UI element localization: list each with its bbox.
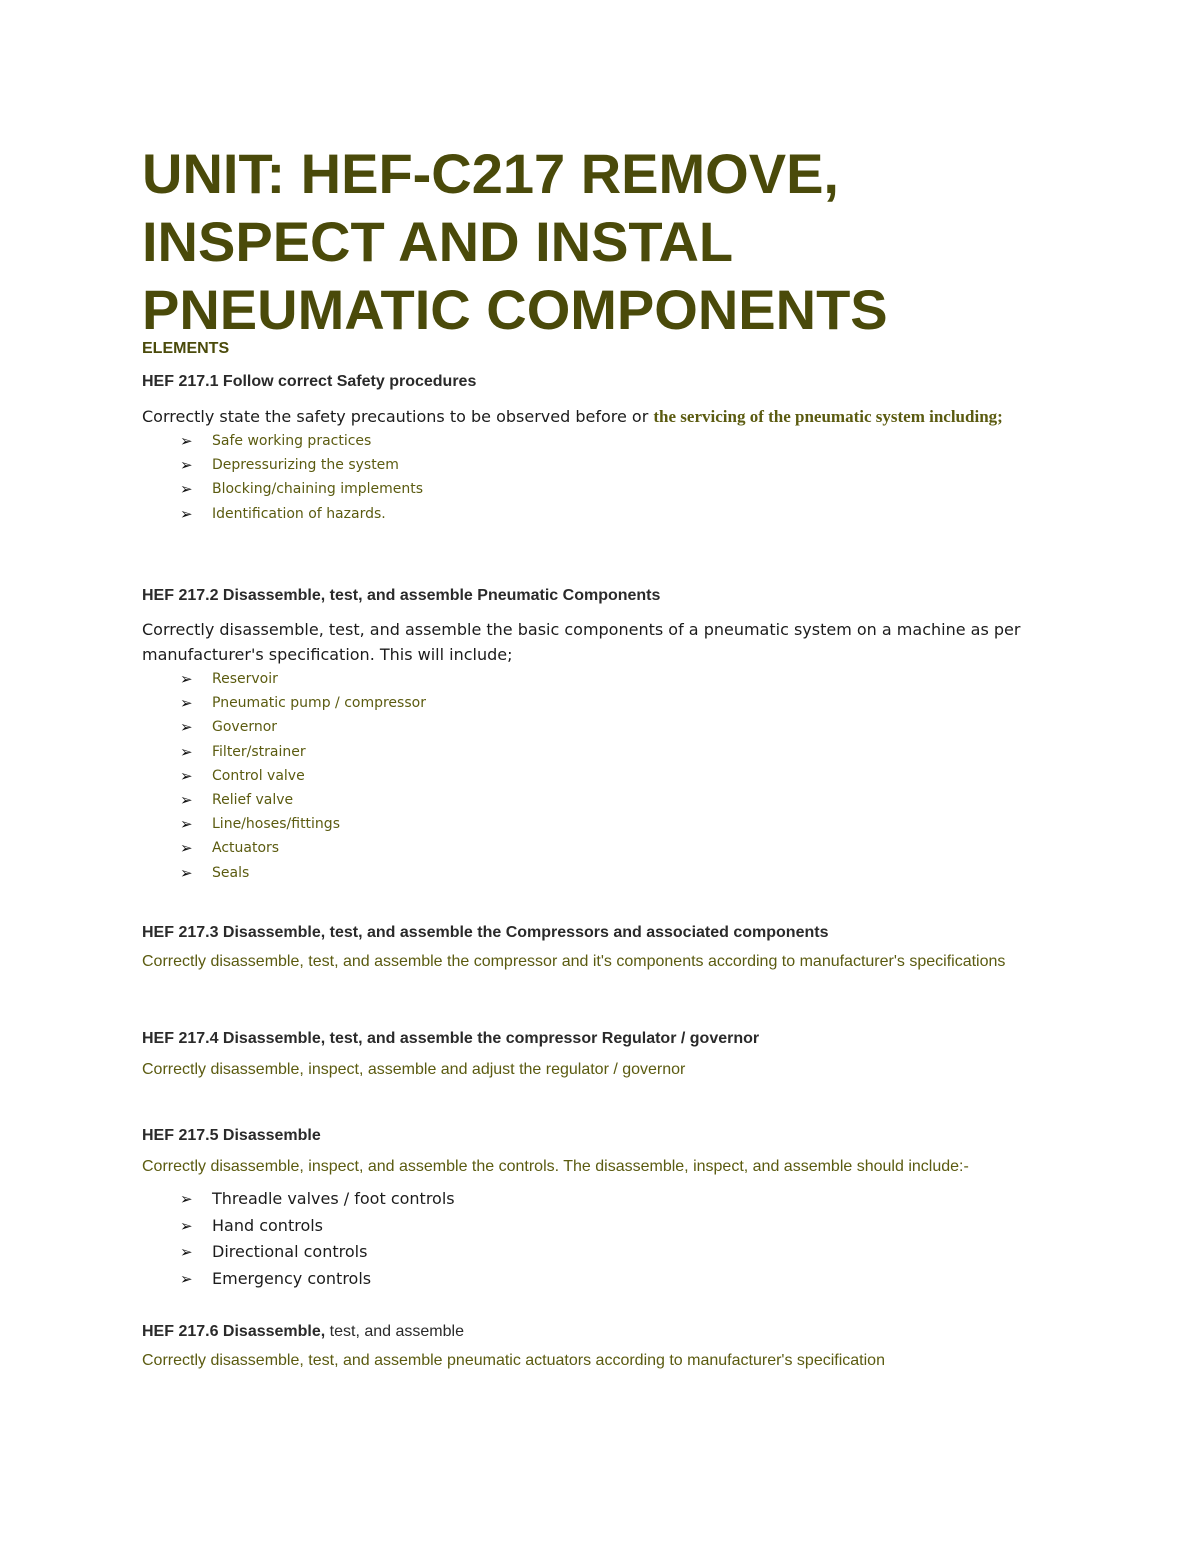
list-item: ➢ Line/hoses/fittings: [180, 812, 1082, 836]
arrow-bullet-icon: ➢: [180, 456, 193, 475]
list-item: ➢ Safe working practices: [180, 429, 1082, 453]
arrow-bullet-icon: ➢: [180, 1269, 193, 1288]
arrow-bullet-icon: ➢: [180, 839, 193, 858]
bullet-list: [142, 667, 1082, 885]
section-description: Correctly disassemble, test, and assemble the basic components of a pneumatic system on a machine as per manufacturer's specification. This will include;: [142, 620, 1021, 664]
list-item: ➢ Control valve: [180, 764, 1082, 788]
arrow-bullet-icon: ➢: [180, 718, 193, 737]
arrow-bullet-icon: ➢: [180, 670, 193, 688]
list-item: ➢ Seals: [180, 861, 1082, 885]
section-heading: [142, 1321, 1082, 1343]
page-title: [142, 140, 1042, 344]
list-item: ➢ Filter/strainer: [180, 740, 1082, 764]
title-line: PNEUMATIC COMPONENTS: [142, 278, 888, 341]
list-item: ➢ Threadle valves / foot controls: [180, 1186, 1082, 1213]
section-heading: HEF 217.1 Follow correct Safety procedures: [142, 373, 477, 390]
arrow-bullet-icon: ➢: [180, 1190, 193, 1208]
arrow-bullet-icon: ➢: [180, 480, 193, 499]
elements-label: ELEMENTS: [142, 340, 230, 357]
bullet-list: [142, 429, 1082, 526]
description-text: Correctly state the safety precautions to be observed before or: [142, 407, 654, 426]
arrow-bullet-icon: ➢: [180, 766, 193, 785]
section-description: Correctly disassemble, inspect, and assemble the controls. The disassemble, inspect, and assemble should include:-: [142, 1158, 969, 1175]
title-line: UNIT: HEF-C217 REMOVE,: [142, 142, 839, 205]
bullet-list: [142, 1186, 1082, 1292]
section-description: Correctly disassemble, inspect, assemble and adjust the regulator / governor: [142, 1061, 686, 1078]
arrow-bullet-icon: ➢: [180, 742, 193, 761]
title-line: INSPECT AND INSTAL: [142, 210, 734, 273]
list-item: ➢ Identification of hazards.: [180, 502, 1082, 526]
section-description: [142, 404, 1082, 429]
section-heading: HEF 217.5 Disassemble: [142, 1127, 321, 1144]
list-item: ➢ Hand controls: [180, 1213, 1082, 1240]
section-217-2: [142, 585, 1082, 885]
section-heading: HEF 217.4 Disassemble, test, and assemble the compressor Regulator / governor: [142, 1030, 760, 1047]
section-217-1: [142, 371, 1082, 526]
heading-bold: HEF 217.6 Disassemble,: [142, 1323, 326, 1340]
section-217-4: [142, 1028, 1082, 1080]
arrow-bullet-icon: ➢: [180, 1243, 193, 1261]
heading-plain: test, and assemble: [325, 1323, 464, 1340]
description-highlight: the servicing of the pneumatic system including;: [653, 407, 1003, 426]
section-description: Correctly disassemble, test, and assemble pneumatic actuators according to manufacturer's specification: [142, 1352, 885, 1369]
list-item: ➢ Emergency controls: [180, 1266, 1082, 1293]
arrow-bullet-icon: ➢: [180, 791, 193, 810]
arrow-bullet-icon: ➢: [180, 863, 193, 882]
section-heading: HEF 217.3 Disassemble, test, and assemble the Compressors and associated components: [142, 924, 829, 941]
list-item: ➢ Actuators: [180, 836, 1082, 860]
arrow-bullet-icon: ➢: [180, 815, 193, 834]
list-item: ➢ Reservoir: [180, 667, 1082, 691]
section-217-5: [142, 1125, 1082, 1292]
arrow-bullet-icon: ➢: [180, 694, 193, 713]
section-heading: HEF 217.2 Disassemble, test, and assemble Pneumatic Components: [142, 587, 661, 604]
arrow-bullet-icon: ➢: [180, 432, 193, 450]
list-item: ➢ Depressurizing the system: [180, 453, 1082, 477]
section-217-3: [142, 922, 1082, 972]
list-item: ➢ Pneumatic pump / compressor: [180, 691, 1082, 715]
list-item: ➢ Governor: [180, 715, 1082, 739]
list-item: ➢ Directional controls: [180, 1239, 1082, 1266]
section-217-6: [142, 1321, 1082, 1371]
list-item: ➢ Relief valve: [180, 788, 1082, 812]
section-description: Correctly disassemble, test, and assemble the compressor and it's components according to manufacturer's specifications: [142, 953, 1006, 970]
list-item: ➢ Blocking/chaining implements: [180, 477, 1082, 501]
arrow-bullet-icon: ➢: [180, 504, 193, 523]
arrow-bullet-icon: ➢: [180, 1216, 193, 1235]
